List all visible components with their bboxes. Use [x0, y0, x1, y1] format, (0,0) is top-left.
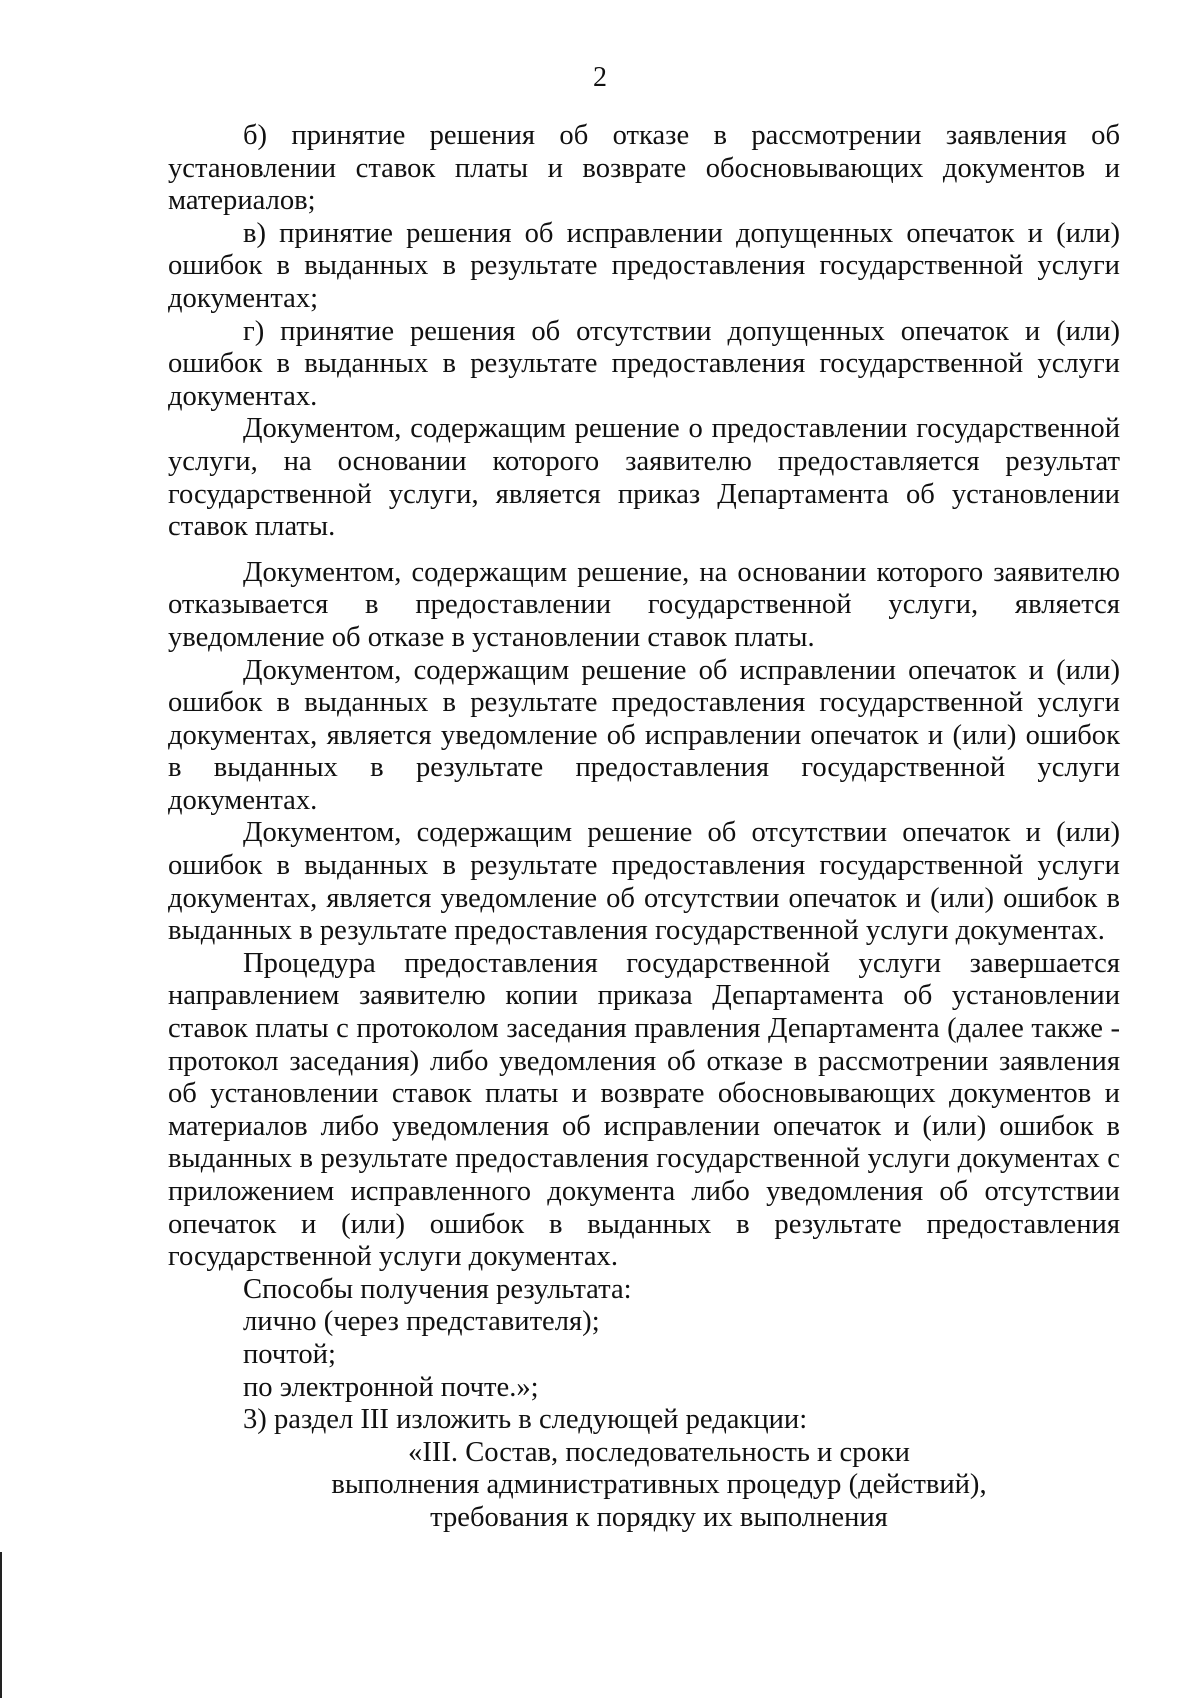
scan-edge-mark [0, 1552, 2, 1698]
paragraph-procedure-completion: Процедура предоставления государственной услуги завершается направлением заявителю копии приказа Департамента об установлении ставок платы с протоколом заседания правления Департамента (далее также - протокол заседания) либо уведомления об отказе в рассмотрении заявления об установлении ставок платы и возврате обосновывающих документов и материалов либо уведомления об исправлении опечаток и (или) ошибок в выданных в результате предоставления государственной услуги документах с приложением исправленного документа либо уведомления об отсутствии опечаток и (или) ошибок в выданных в результате предоставления государственной услуги документах. [168, 947, 1120, 1273]
paragraph-decision-correction: Документом, содержащим решение об исправлении опечаток и (или) ошибок в выданных в результате предоставления государственной услуги документах, является уведомление об исправлении опечаток и (или) ошибок в выданных в результате предоставления государственной услуги документах. [168, 654, 1120, 816]
method-email: по электронной почте.»; [243, 1371, 539, 1403]
paragraph-item-b: б) принятие решения об отказе в рассмотрении заявления об установлении ставок платы и возврате обосновывающих документов и материалов; [168, 120, 1120, 217]
paragraph-item-v: в) принятие решения об исправлении допущенных опечаток и (или) ошибок в выданных в результате предоставления государственной услуги документах; [168, 217, 1120, 314]
paragraph-decision-no-errors: Документом, содержащим решение об отсутствии опечаток и (или) ошибок в выданных в результате предоставления государственной услуги документах, является уведомление об отсутствии опечаток и (или) ошибок в выданных в результате предоставления государственной услуги документах. [168, 817, 1120, 947]
page-number: 2 [593, 62, 607, 93]
section-heading-line-1: «III. Состав, последовательность и сроки [408, 1436, 910, 1468]
paragraph-decision-refusal: Документом, содержащим решение, на основании которого заявителю отказывается в предоставлении государственной услуги, является уведомление об отказе в установлении ставок платы. [168, 556, 1120, 653]
section-heading-line-2: выполнения административных процедур (действий), [331, 1469, 987, 1501]
method-in-person: лично (через представителя); [243, 1306, 600, 1338]
paragraph-decision-grant: Документом, содержащим решение о предоставлении государственной услуги, на основании которого заявителю предоставляется результат государственной услуги, является приказ Департамента об установлении ставок платы. [168, 413, 1120, 543]
method-post: почтой; [243, 1338, 336, 1370]
amendment-item-3: 3) раздел III изложить в следующей редакции: [243, 1404, 808, 1436]
section-heading-line-3: требования к порядку их выполнения [430, 1501, 888, 1533]
methods-heading: Способы получения результата: [243, 1273, 632, 1305]
paragraph-item-g: г) принятие решения об отсутствии допущенных опечаток и (или) ошибок в выданных в результате предоставления государственной услуги документах. [168, 315, 1120, 412]
document-body [168, 120, 1120, 1535]
